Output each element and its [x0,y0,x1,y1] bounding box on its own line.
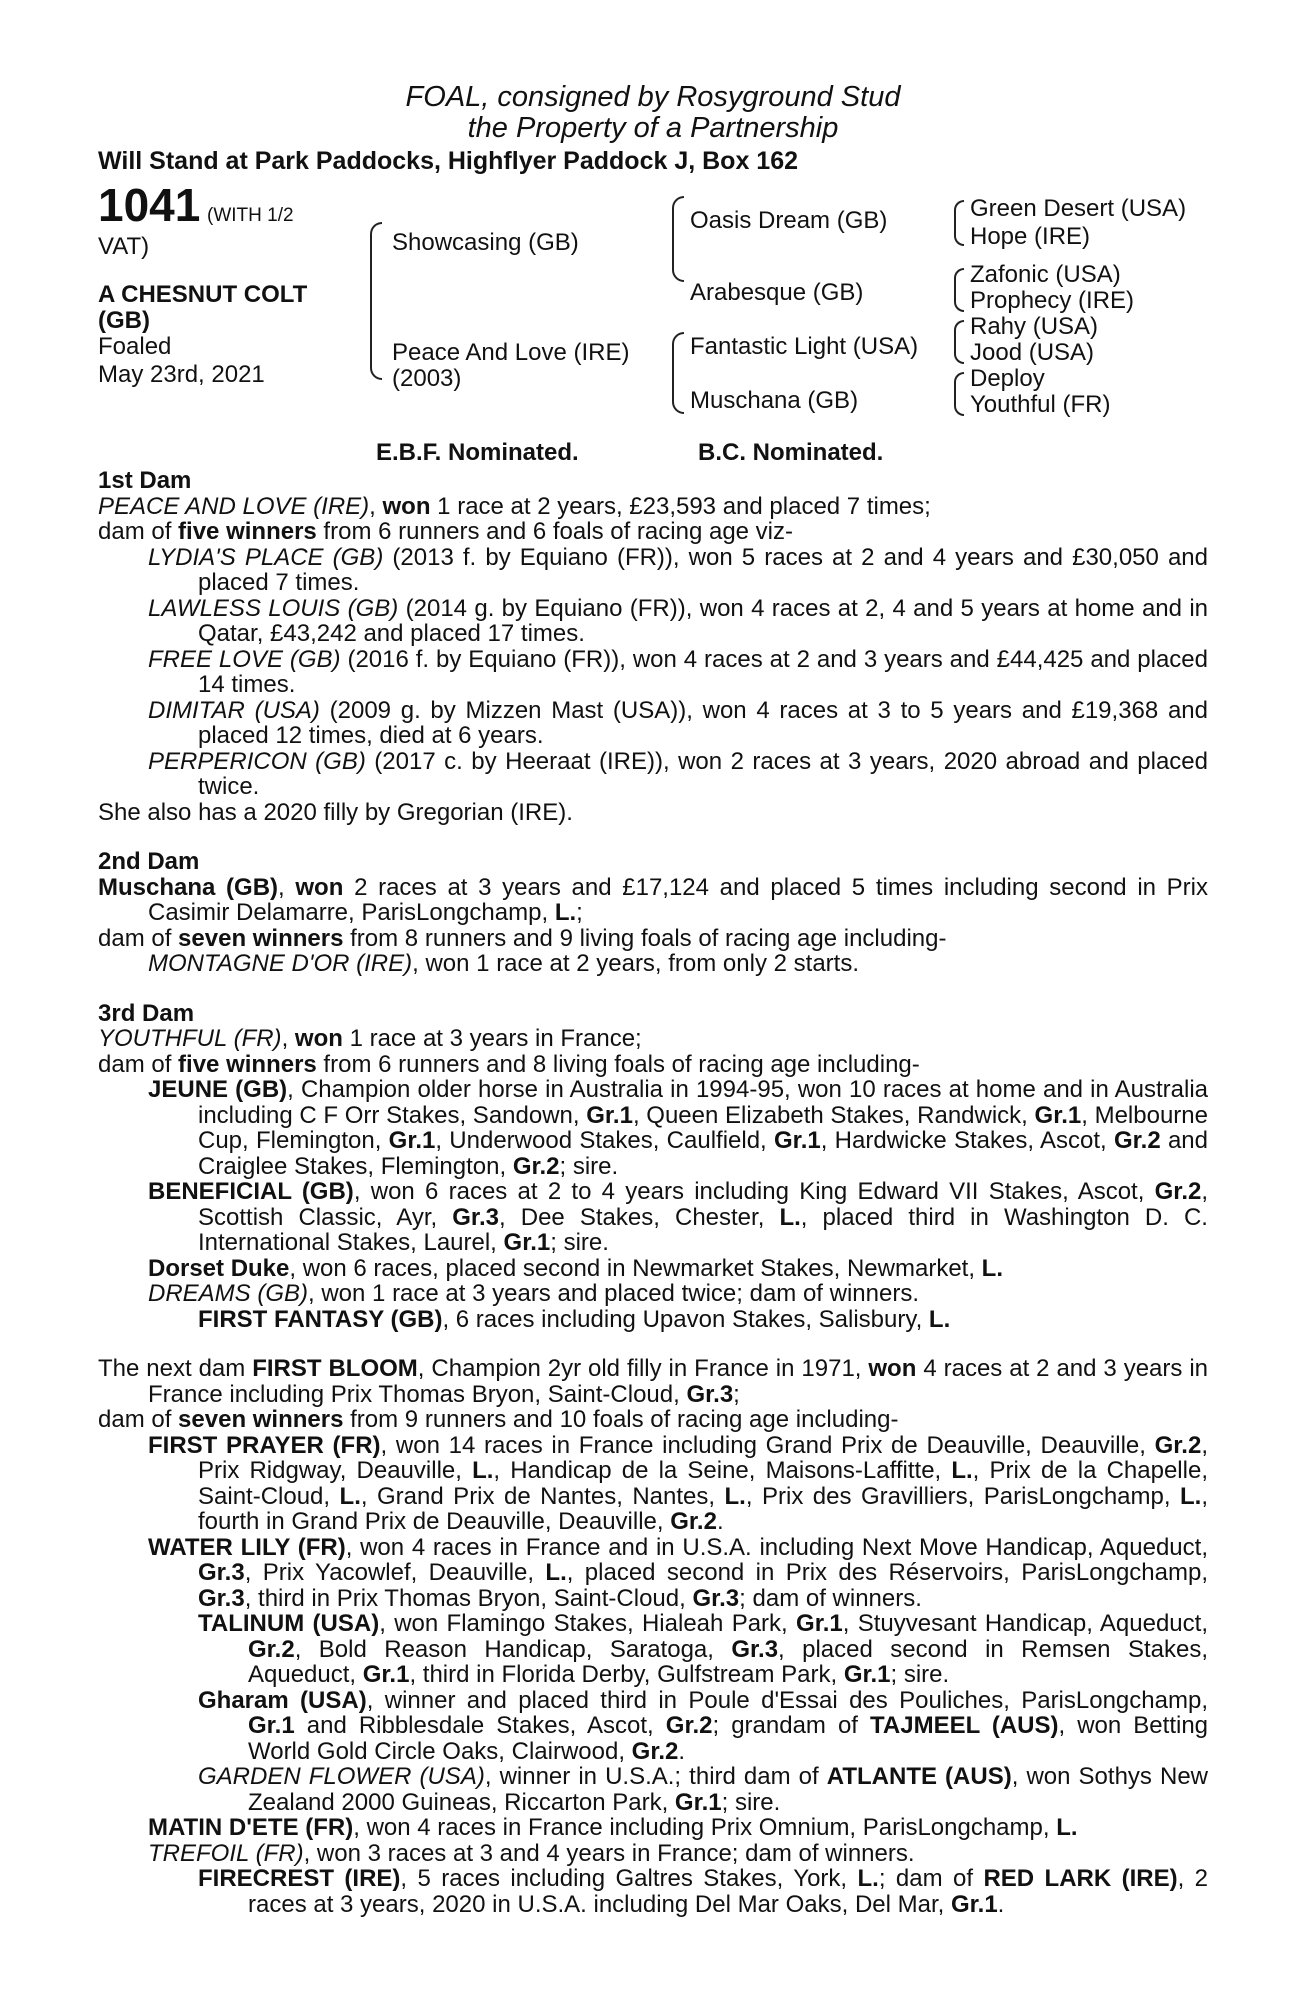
dam-sire-dam: Jood (USA) [970,339,1095,366]
next-dam-produce: dam of seven winners from 9 runners and 10 foals of racing age including- [98,1406,899,1433]
property-line: the Property of a Partnership [467,112,839,144]
foal-entry: FREE LOVE (GB) (2016 f. by Equiano (FR)), won 4 races at 2 and 3 years and £44,425 and placed 14 times. [148,645,1208,698]
sire-dam-sire: Zafonic (USA) [970,261,1121,288]
bc-nominated: B.C. Nominated. [698,439,884,466]
bracket-3d [954,372,964,416]
foal-entry: MONTAGNE D'OR (IRE), won 1 race at 2 years, from only 2 starts. [148,950,859,977]
bracket-3c [954,320,964,364]
second-dam-heading: 2nd Dam [98,848,200,875]
foal-entry: WATER LILY (FR), won 4 races in France and in U.S.A. including Next Move Handicap, Aqueduct, Gr.3, Prix Yacowlef, Deauville, L., placed second in Prix des Réservoirs, ParisLongchamp, Gr.3, third in Prix Thomas Bryon, Saint-Cloud, Gr.3; dam of winners. [148,1533,1208,1612]
sire-bracket [672,196,684,282]
foal-entry: TREFOIL (FR), won 3 races at 3 and 4 years in France; dam of winners. [148,1839,915,1867]
bracket-3a [954,200,964,246]
foal-entry: PERPERICON (GB) (2017 c. by Heeraat (IRE)), won 2 races at 3 years, 2020 abroad and placed twice. [148,747,1208,800]
sire-sire: Oasis Dream (GB) [690,207,888,234]
foal-entry: DIMITAR (USA) (2009 g. by Mizzen Mast (USA)), won 4 races at 3 to 5 years and £19,368 and placed 12 times, died at 6 years. [148,696,1208,749]
pedigree-block [98,176,1208,468]
foal-entry: DREAMS (GB), won 1 race at 3 years and placed twice; dam of winners. [148,1280,919,1307]
foaled-date: May 23rd, 2021 [98,361,265,388]
dam-bracket [672,332,684,414]
sire-sire-dam: Hope (IRE) [970,223,1091,250]
foal-entry: BENEFICIAL (GB), won 6 races at 2 to 4 years including King Edward VII Stakes, Ascot, Gr.2, Scottish Classic, Ayr, Gr.3, Dee Stakes, Chester, L., placed third in Washington D. C. International Stakes, Laurel, Gr.1; sire. [148,1178,1209,1256]
foal-entry: Gharam (USA), winner and placed third in Poule d'Essai des Pouliches, ParisLongchamp, Gr.1 and Ribblesdale Stakes, Ascot, Gr.2; grandam of TAJMEEL (AUS), won Betting World Gold Circle Oaks, Clairwood, Gr.2. [198,1686,1209,1765]
foal-entry: LYDIA'S PLACE (GB) (2013 f. by Equiano (FR)), won 5 races at 2 and 4 years and £30,050 and placed 7 times. [148,543,1208,596]
dam-dam-sire: Deploy [970,365,1045,392]
third-dam-record: YOUTHFUL (FR), won 1 race at 3 years in France; [98,1025,642,1052]
consignor-line: FOAL, consigned by Rosyground Stud [405,81,901,113]
sire-dam: Arabesque (GB) [690,279,864,306]
third-dam-heading: 3rd Dam [98,999,195,1027]
lot-number-line [98,180,294,230]
vat-note: (WITH 1/2 [207,205,294,226]
first-dam-heading: 1st Dam [98,467,192,494]
dam: Peace And Love (IRE) [392,339,630,366]
vat-note-cont: VAT) [98,233,150,260]
foal-entry: MATIN D'ETE (FR), won 4 races in France including Prix Omnium, ParisLongchamp, L. [148,1814,1078,1841]
horse-origin: (GB) [98,307,150,334]
dam-sire: Fantastic Light (USA) [690,333,919,360]
foal-entry: LAWLESS LOUIS (GB) (2014 g. by Equiano (FR)), won 4 races at 2, 4 and 5 years at home and in Qatar, £43,242 and placed 17 times. [148,594,1208,647]
foal-entry: GARDEN FLOWER (USA), winner in U.S.A.; third dam of ATLANTE (AUS), won Sothys New Zealand 2000 Guineas, Riccarton Park, Gr.1; sire. [198,1763,1209,1816]
pedigree-bracket [370,222,382,380]
foal-entry: FIRST FANTASY (GB), 6 races including Upavon Stakes, Salisbury, L. [198,1305,951,1333]
dam-dam: Muschana (GB) [690,387,859,414]
first-dam-record: PEACE AND LOVE (IRE), won 1 race at 2 years, £23,593 and placed 7 times; [98,492,931,520]
ebf-nominated: E.B.F. Nominated. [376,439,579,466]
foal-entry: FIRECREST (IRE), 5 races including Galtres Stakes, York, L.; dam of RED LARK (IRE), 2 races at 3 years, 2020 in U.S.A. including Del Mar Oaks, Del Mar, Gr.1. [198,1865,1209,1918]
foal-entry: FIRST PRAYER (FR), won 14 races in France including Grand Prix de Deauville, Deauville, Gr.2, Prix Ridgway, Deauville, L., Handicap de la Seine, Maisons-Laffitte, L., Prix de la Chapelle, Saint-Cloud, L., Grand Prix de Nantes, Nantes, L., Prix des Gravilliers, ParisLongchamp, L., fourth in Grand Prix de Deauville, Deauville, Gr.2. [148,1431,1208,1535]
horse-description: A CHESNUT COLT [98,281,308,308]
first-dam-produce: dam of five winners from 6 runners and 6 foals of racing age viz- [98,518,794,545]
foaled-label: Foaled [98,333,172,360]
second-dam-produce: dam of seven winners from 8 runners and 9 living foals of racing age including- [98,924,947,952]
foal-entry: Dorset Duke, won 6 races, placed second in Newmarket Stakes, Newmarket, L. [148,1254,1003,1282]
dam-year: (2003) [392,365,462,392]
dam-dam-dam: Youthful (FR) [970,391,1111,418]
foal-entry: TALINUM (USA), won Flamingo Stakes, Hialeah Park, Gr.1, Stuyvesant Handicap, Aqueduct, Gr.2, Bold Reason Handicap, Saratoga, Gr.3, placed second in Remsen Stakes, Aqueduct, Gr.1, third in Florida Derby, Gulfstream Park, Gr.1; sire. [198,1610,1208,1688]
foal-entry: JEUNE (GB), Champion older horse in Australia in 1994-95, won 10 races at home and in Australia including C F Orr Stakes, Sandown, Gr.1, Queen Elizabeth Stakes, Randwick, Gr.1, Melbourne Cup, Flemington, Gr.1, Underwood Stakes, Caulfield, Gr.1, Hardwicke Stakes, Ascot, Gr.2 and Craiglee Stakes, Flemington, Gr.2; sire. [148,1076,1209,1180]
second-dam-record: Muschana (GB), won 2 races at 3 years and £17,124 and placed 5 times including second in Prix Casimir Delamarre, ParisLongchamp, L.; [98,873,1209,926]
next-dam-record: The next dam FIRST BLOOM, Champion 2yr old filly in France in 1971, won 4 races at 2 and 3 years in France including Prix Thomas Bryon, Saint-Cloud, Gr.3; [98,1355,1208,1408]
dam-sire-sire: Rahy (USA) [970,313,1099,340]
bracket-3b [954,268,964,312]
stand-location: Will Stand at Park Paddocks, Highflyer Paddock J, Box 162 [98,147,798,175]
lot-number: 1041 [98,179,201,231]
sire-dam-dam: Prophecy (IRE) [970,287,1135,314]
catalogue-page [98,82,1208,1917]
also-note: She also has a 2020 filly by Gregorian (IRE). [98,798,573,826]
sire-sire-sire: Green Desert (USA) [970,195,1187,222]
third-dam-produce: dam of five winners from 6 runners and 8 living foals of racing age including- [98,1050,920,1078]
sire: Showcasing (GB) [392,229,579,256]
